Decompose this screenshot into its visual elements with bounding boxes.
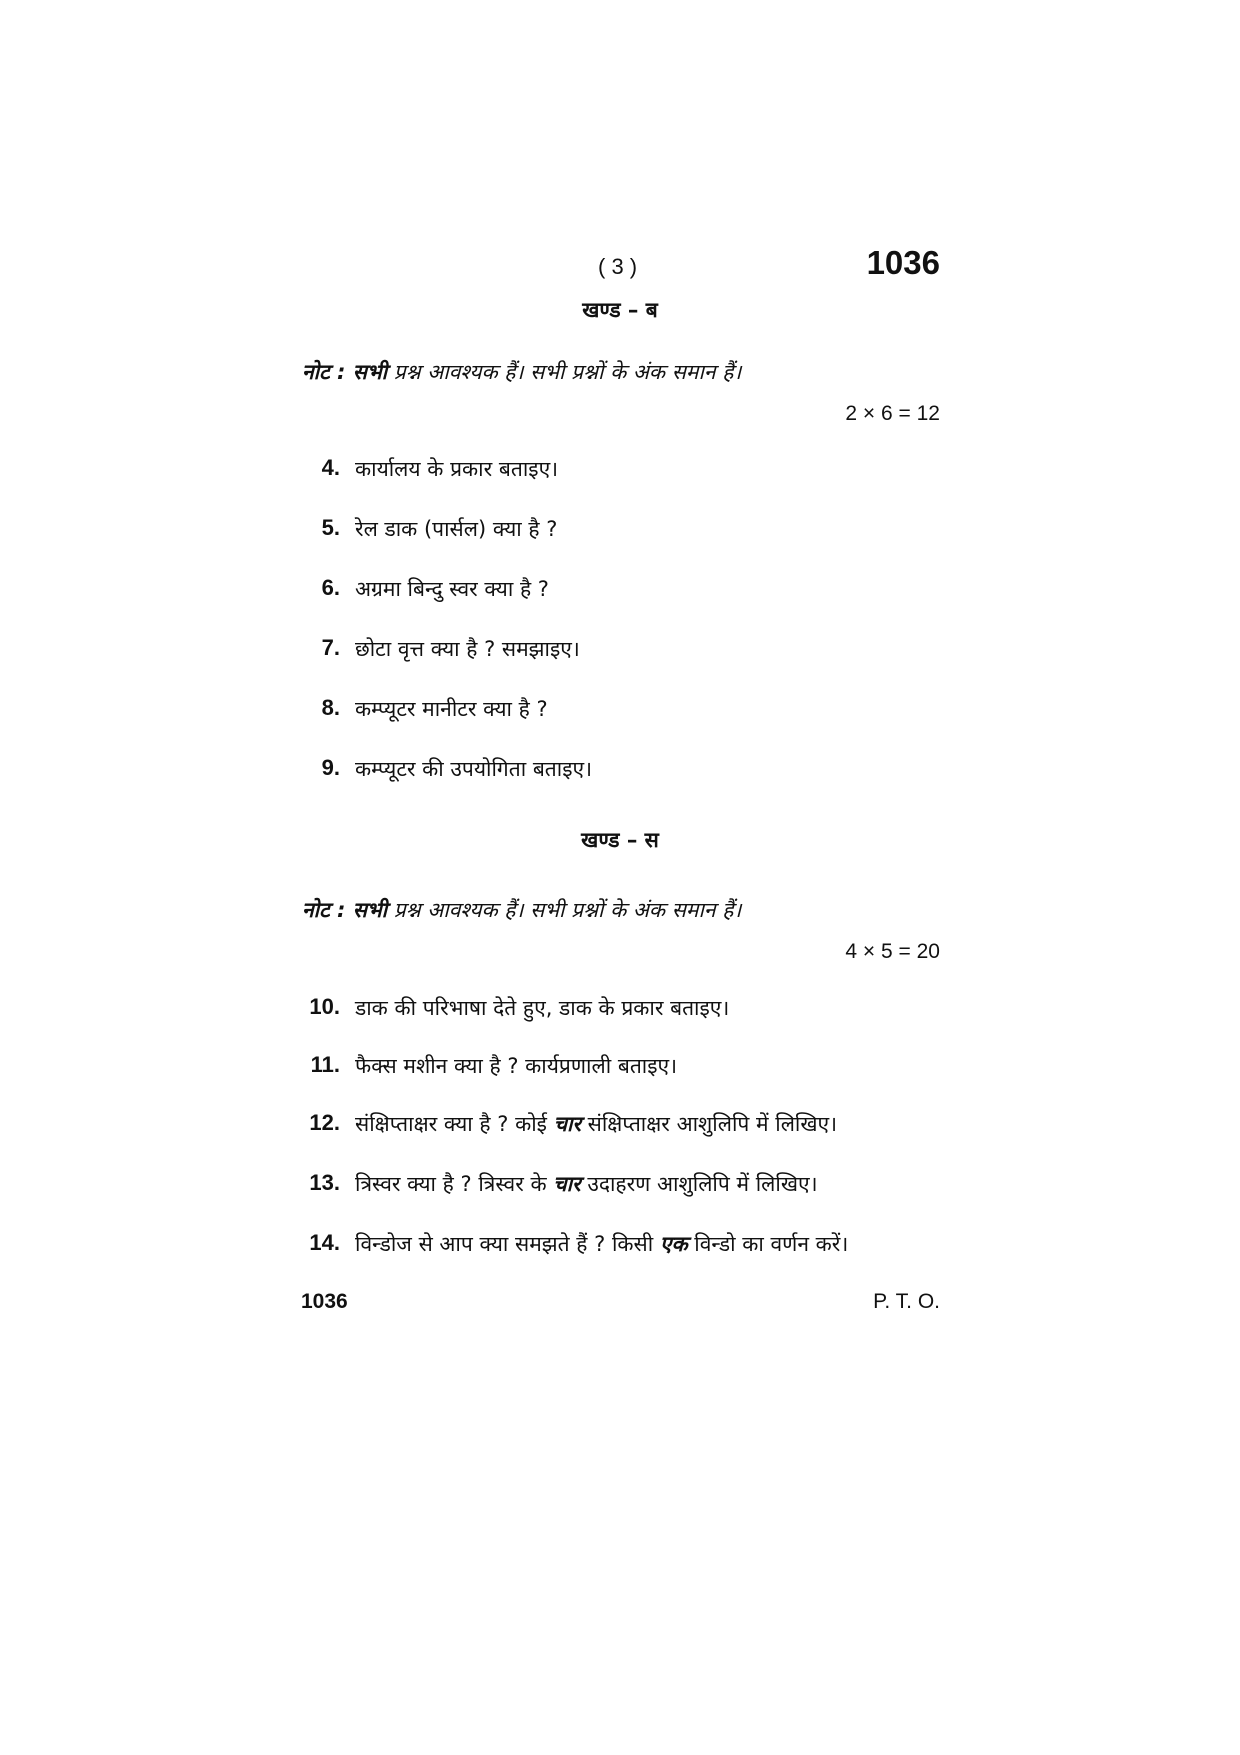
emphasized-word: चार xyxy=(553,1172,581,1196)
question-number: 10. xyxy=(309,994,340,1019)
question-text xyxy=(355,1170,818,1198)
question-text-part: संक्षिप्ताक्षर क्या है ? कोई xyxy=(355,1112,554,1136)
question-text xyxy=(355,1230,848,1258)
question-text: अग्रमा बिन्दु स्वर क्या है ? xyxy=(355,577,549,601)
page-number: ( 3 ) xyxy=(598,254,638,279)
question-text: कम्प्यूटर की उपयोगिता बताइए। xyxy=(355,757,593,781)
question-number: 13. xyxy=(309,1170,340,1195)
section-c-note-text: प्रश्न आवश्यक हैं। सभी प्रश्नों के अंक समान हैं। xyxy=(387,898,742,922)
question-number: 5. xyxy=(321,515,340,540)
question-text-part: विन्डोज से आप क्या समझते हैं ? किसी xyxy=(355,1232,660,1256)
question-text: डाक की परिभाषा देते हुए, डाक के प्रकार बताइए। xyxy=(355,996,730,1020)
section-b-note-label: नोट : सभी xyxy=(302,360,388,384)
section-c-note xyxy=(302,896,741,924)
question-number: 9. xyxy=(321,755,340,780)
emphasized-word: एक xyxy=(659,1232,688,1256)
section-b-title: खण्ड – ब xyxy=(582,298,658,322)
question-number: 11. xyxy=(310,1052,340,1077)
question-number: 7. xyxy=(321,635,340,660)
question-number: 14. xyxy=(309,1230,340,1255)
paper-code-header: 1036 xyxy=(866,244,940,281)
paper-code-footer: 1036 xyxy=(301,1290,348,1313)
question-number: 12. xyxy=(309,1110,340,1135)
question-text-part: संक्षिप्ताक्षर आशुलिपि में लिखिए। xyxy=(581,1112,838,1136)
question-text-part: विन्डो का वर्णन करें। xyxy=(687,1232,849,1256)
question-text: कार्यालय के प्रकार बताइए। xyxy=(355,457,559,481)
question-text xyxy=(355,1110,837,1138)
section-b-note xyxy=(302,358,741,386)
section-c-title: खण्ड – स xyxy=(581,828,659,852)
question-text: रेल डाक (पार्सल) क्या है ? xyxy=(355,517,558,541)
section-c-note-label: नोट : सभी xyxy=(302,898,388,922)
emphasized-word: चार xyxy=(553,1112,581,1136)
question-number: 4. xyxy=(321,455,340,480)
question-number: 6. xyxy=(321,575,340,600)
question-text-part: उदाहरण आशुलिपि में लिखिए। xyxy=(580,1172,818,1196)
section-b-note-text: प्रश्न आवश्यक हैं। सभी प्रश्नों के अंक समान हैं। xyxy=(387,360,742,384)
question-number: 8. xyxy=(321,695,340,720)
question-text: कम्प्यूटर मानीटर क्या है ? xyxy=(355,697,548,721)
question-text: छोटा वृत्त क्या है ? समझाइए। xyxy=(355,637,580,661)
question-text-part: त्रिस्वर क्या है ? त्रिस्वर के xyxy=(355,1172,554,1196)
section-c-marks: 4 × 5 = 20 xyxy=(845,940,940,963)
section-b-marks: 2 × 6 = 12 xyxy=(845,402,940,425)
pto-label: P. T. O. xyxy=(873,1290,940,1313)
question-text: फैक्स मशीन क्या है ? कार्यप्रणाली बताइए। xyxy=(355,1054,678,1078)
